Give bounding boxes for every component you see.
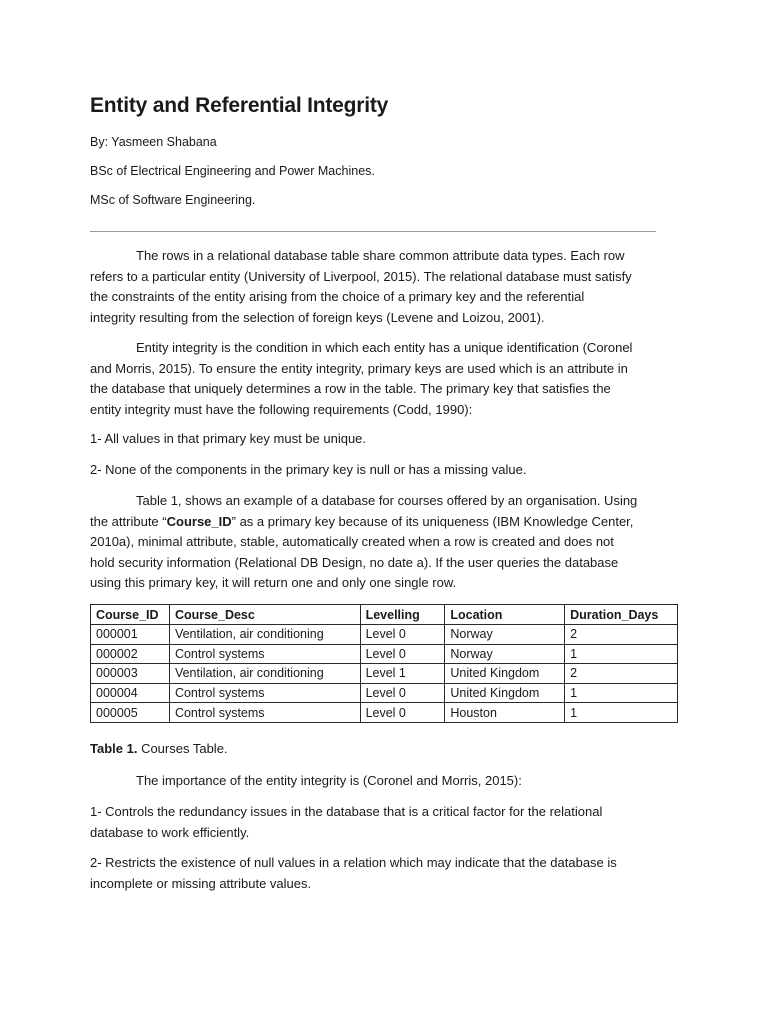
table-row [91, 703, 678, 723]
table-cell: 2 [565, 625, 678, 645]
table-row [91, 644, 678, 664]
importance-item-2 [90, 853, 678, 894]
importance-item-1 [90, 802, 678, 843]
table-caption-label: Table 1. [90, 741, 138, 756]
paragraph-line: 2- Restricts the existence of null values in a relation which may indicate that the database is [90, 855, 617, 870]
table-cell: 000003 [91, 664, 170, 684]
table-cell: 000004 [91, 683, 170, 703]
paragraph-line: database to work efficiently. [90, 824, 250, 840]
table-cell: 000005 [91, 703, 170, 723]
table-cell: Level 0 [360, 644, 445, 664]
table-cell: Ventilation, air conditioning [169, 625, 360, 645]
paragraph-line: entity integrity must have the following requirements (Codd, 1990): [90, 401, 473, 417]
table-cell: Level 1 [360, 664, 445, 684]
inline-text: the attribute “ [90, 513, 167, 529]
table-cell: 000001 [91, 625, 170, 645]
courses-table [90, 604, 678, 723]
paragraph-line: 1- Controls the redundancy issues in the database that is a critical factor for the relational [90, 804, 603, 819]
inline-text: ” as a primary key because of its uniqueness (IBM Knowledge Center, [231, 513, 634, 529]
table-cell: 1 [565, 703, 678, 723]
paragraph-line: using this primary key, it will return one and only one single row. [90, 575, 457, 590]
paragraph-line: the database that uniquely determines a row in the table. The primary key that satisfies the [90, 381, 611, 396]
table-cell: Level 0 [360, 625, 445, 645]
table-cell: Control systems [169, 683, 360, 703]
paragraph-entity-integrity [90, 338, 678, 420]
paragraph-line: The rows in a relational database table share common attribute data types. Each row [136, 248, 625, 263]
table-cell: Houston [445, 703, 565, 723]
column-header-duration-days: Duration_Days [565, 605, 678, 625]
requirement-item-2: 2- None of the components in the primary key is null or has a missing value. [90, 462, 527, 477]
column-header-levelling: Levelling [360, 605, 445, 625]
document-title: Entity and Referential Integrity [90, 94, 389, 117]
column-header-course-id: Course_ID [91, 605, 170, 625]
table-cell: 000002 [91, 644, 170, 664]
requirement-item-1: 1- All values in that primary key must be unique. [90, 431, 367, 446]
column-header-course-desc: Course_Desc [169, 605, 360, 625]
paragraph-line: the constraints of the entity arising from the choice of a primary key and the referential [90, 289, 585, 304]
paragraph-line: 2010a), minimal attribute, stable, automatically created when a row is created and does not [90, 534, 614, 549]
table-row [91, 664, 678, 684]
keyword-course-id: Course_ID [166, 513, 232, 529]
table-caption-text: Courses Table. [137, 741, 228, 756]
table-cell: Norway [445, 625, 565, 645]
table-cell: Control systems [169, 703, 360, 723]
table-header-row [91, 605, 678, 625]
table-cell: 1 [565, 683, 678, 703]
table-row [91, 683, 678, 703]
paragraph-table-intro [90, 491, 678, 594]
paragraph-line [90, 512, 678, 533]
table-cell: Level 0 [360, 703, 445, 723]
degree-bsc-line: BSc of Electrical Engineering and Power Machines. [90, 164, 375, 178]
paragraph-line: The importance of the entity integrity is (Coronel and Morris, 2015): [136, 773, 522, 788]
paragraph-line: incomplete or missing attribute values. [90, 875, 312, 891]
paragraph-line: Table 1, shows an example of a database for courses offered by an organisation. Using [136, 493, 638, 508]
table-row [91, 625, 678, 645]
author-line: By: Yasmeen Shabana [90, 135, 217, 149]
table-cell: 2 [565, 664, 678, 684]
paragraph-line: Entity integrity is the condition in which each entity has a unique identification (Coronel [136, 340, 633, 355]
table-cell: Norway [445, 644, 565, 664]
table-cell: Ventilation, air conditioning [169, 664, 360, 684]
separator-rule [90, 231, 656, 232]
column-header-location: Location [445, 605, 565, 625]
paragraph-line: integrity resulting from the selection of foreign keys (Levene and Loizou, 2001). [90, 309, 545, 325]
table-cell: United Kingdom [445, 664, 565, 684]
paragraph-importance-intro [90, 771, 678, 792]
table-cell: United Kingdom [445, 683, 565, 703]
paragraph-line: refers to a particular entity (University of Liverpool, 2015). The relational database must satisfy [90, 268, 632, 284]
paragraph-line: and Morris, 2015). To ensure the entity integrity, primary keys are used which is an attribute in [90, 360, 628, 376]
table-cell: Control systems [169, 644, 360, 664]
paragraph-relational-rows [90, 246, 678, 328]
degree-msc-line: MSc of Software Engineering. [90, 193, 256, 207]
paragraph-line: hold security information (Relational DB Design, no date a). If the user queries the database [90, 554, 619, 570]
table-cell: Level 0 [360, 683, 445, 703]
table-cell: 1 [565, 644, 678, 664]
table-caption [90, 741, 228, 756]
